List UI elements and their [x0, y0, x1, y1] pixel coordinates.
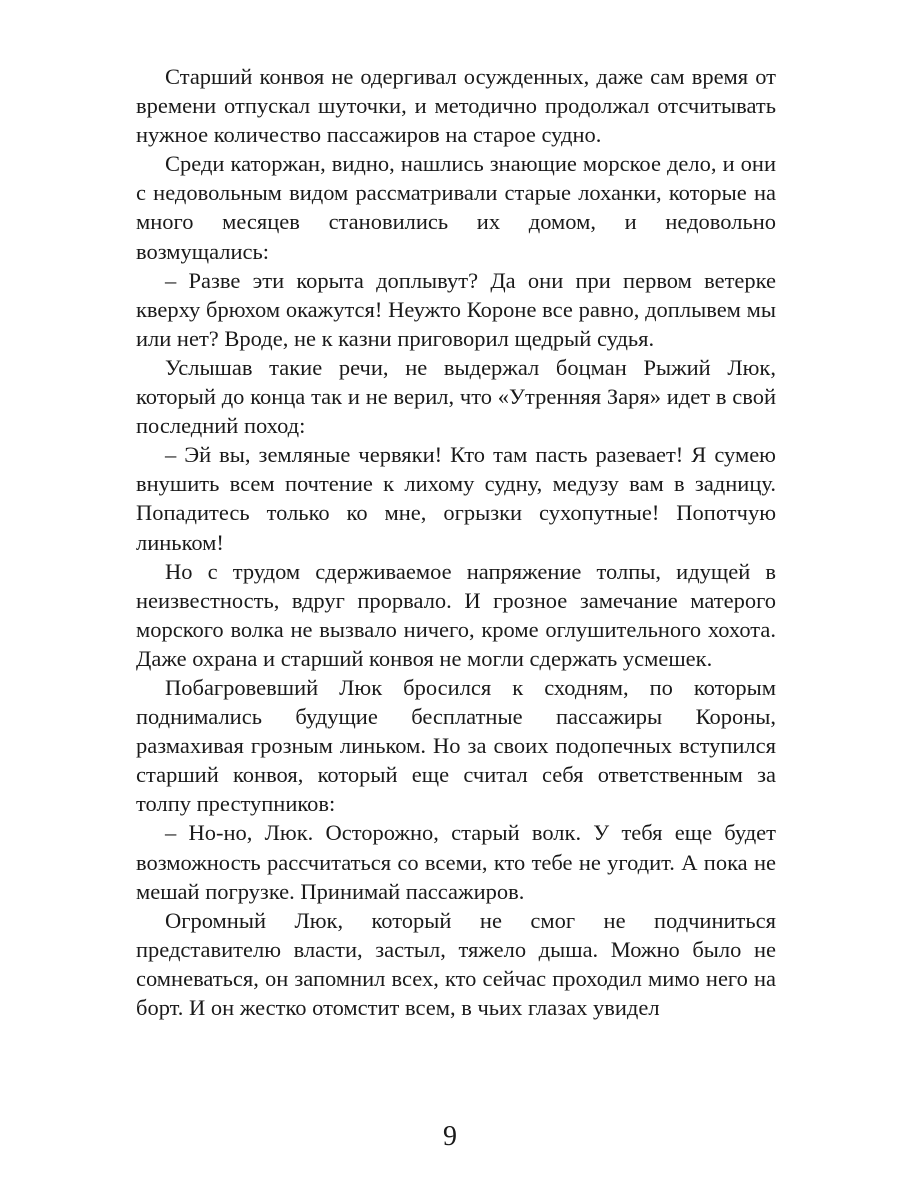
page-number: 9 — [443, 1121, 457, 1152]
paragraph: Огромный Люк, который не смог не подчиниться представителю власти, застыл, тяжело дыша. Можно было не сомневаться, он запомнил всех, кто сейчас проходил мимо него на борт. И он жестко отомстит всем, в чьих глазах увидел — [136, 907, 776, 1020]
dialogue-paragraph: – Эй вы, земляные червяки! Кто там пасть разевает! Я сумею внушить всем почтение к лихому судну, медузу вам в задницу. Попадитесь только ко мне, огрызки сухопутные! Попотчую линьком! — [136, 442, 776, 555]
paragraph: Среди каторжан, видно, нашлись знающие морское дело, и они с недовольным видом рассматривали старые лоханки, которые на много месяцев становились их домом, и недовольно возмущались: — [136, 151, 776, 264]
paragraph: Услышав такие речи, не выдержал боцман Рыжий Люк, который до конца так и не верил, что «Утренняя Заря» идет в свой последний поход: — [136, 354, 776, 439]
dialogue-paragraph: – Но-но, Люк. Осторожно, старый волк. У тебя еще будет возможность рассчитаться со всеми, кто тебе не угодит. А пока не мешай погрузке. Принимай пассажиров. — [136, 820, 776, 904]
paragraph: Но с трудом сдерживаемое напряжение толпы, идущей в неизвестность, вдруг прорвало. И грозное замечание матерого морского волка не вызвало ничего, кроме оглушительного хохота. Даже охрана и старший конвоя не могли сдержать усмешек. — [136, 558, 776, 671]
paragraph: Побагровевший Люк бросился к сходням, по которым поднимались будущие бесплатные пассажиры Короны, размахивая грозным линьком. Но за своих подопечных вступился старший конвоя, который еще считал себя ответственным за толпу преступников: — [136, 674, 776, 817]
paragraph: Старший конвоя не одергивал осужденных, даже сам время от времени отпускал шуточки, и методично продолжал отсчитывать нужное количество пассажиров на старое судно. — [136, 64, 776, 148]
body-text — [136, 62, 776, 1022]
dialogue-paragraph: – Разве эти корыта доплывут? Да они при первом ветерке кверху брюхом окажутся! Неужто Короне все равно, доплывем мы или нет? Вроде, не к казни приговорил щедрый судья. — [136, 267, 776, 351]
